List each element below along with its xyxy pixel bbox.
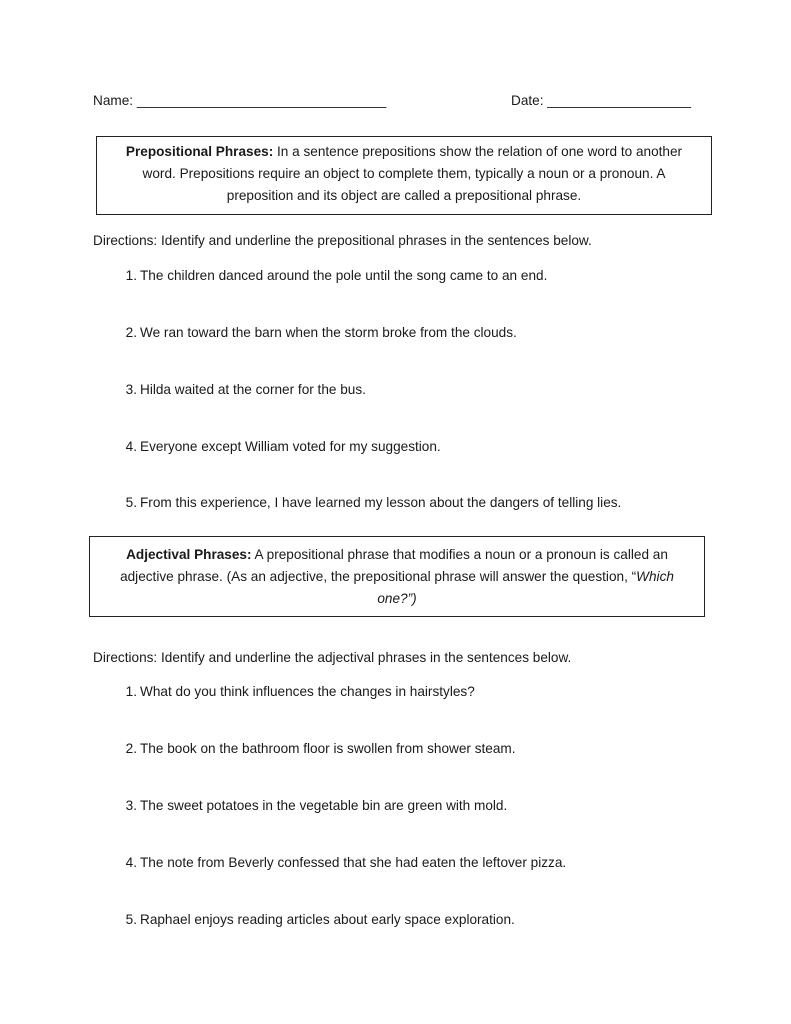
adjectival-directions: Directions: Identify and underline the adjectival phrases in the sentences below. [93, 650, 572, 665]
list-item [115, 325, 735, 345]
item-number: 4. [125, 439, 137, 454]
list-item [115, 684, 735, 704]
item-number: 3. [125, 382, 137, 397]
list-item [115, 268, 735, 288]
item-sentence: The sweet potatoes in the vegetable bin are green with mold. [140, 798, 508, 813]
item-number: 4. [125, 855, 137, 870]
list-item [115, 912, 735, 932]
list-item [115, 741, 735, 761]
item-sentence: We ran toward the barn when the storm broke from the clouds. [140, 325, 517, 340]
item-sentence: The note from Beverly confessed that she had eaten the leftover pizza. [140, 855, 567, 870]
item-sentence: Everyone except William voted for my suggestion. [140, 439, 441, 454]
prepositional-phrases-definition-box [96, 136, 712, 215]
item-sentence: Hilda waited at the corner for the bus. [140, 382, 366, 397]
adjectival-phrases-definition: A prepositional phrase that modifies a noun or a pronoun is called an adjective phrase. (As an adjective, the prepositional phrase will answer the question, “ [120, 547, 668, 584]
prepositional-directions: Directions: Identify and underline the prepositional phrases in the sentences below. [93, 233, 592, 248]
list-item [115, 382, 735, 402]
adjectival-phrases-definition-box [89, 536, 705, 617]
date-field[interactable]: Date: ___________________ [511, 93, 691, 108]
prepositional-phrases-heading: Prepositional Phrases: [125, 144, 274, 159]
list-item [115, 855, 735, 875]
item-sentence: From this experience, I have learned my lesson about the dangers of telling lies. [140, 495, 622, 510]
item-number: 2. [125, 741, 137, 756]
name-field[interactable]: Name: _________________________________ [93, 93, 387, 108]
item-number: 5. [125, 912, 137, 927]
item-sentence: The book on the bathroom floor is swollen from shower steam. [140, 741, 516, 756]
list-item [115, 495, 735, 515]
item-sentence: Raphael enjoys reading articles about early space exploration. [140, 912, 515, 927]
item-number: 2. [125, 325, 137, 340]
list-item [115, 439, 735, 459]
item-number: 1. [125, 684, 137, 699]
item-sentence: What do you think influences the changes in hairstyles? [140, 684, 475, 699]
item-number: 5. [125, 495, 137, 510]
prepositional-phrases-definition: In a sentence prepositions show the relation of one word to another word. Prepositions require an object to complete them, typically a noun or a pronoun. A preposition and its object are called a prepositional phrase. [142, 144, 683, 203]
item-sentence: The children danced around the pole until the song came to an end. [140, 268, 548, 283]
list-item [115, 798, 735, 818]
adjectival-phrases-question: Which one?”) [377, 569, 674, 606]
item-number: 1. [125, 268, 137, 283]
adjectival-phrases-heading: Adjectival Phrases: [126, 547, 252, 562]
item-number: 3. [125, 798, 137, 813]
